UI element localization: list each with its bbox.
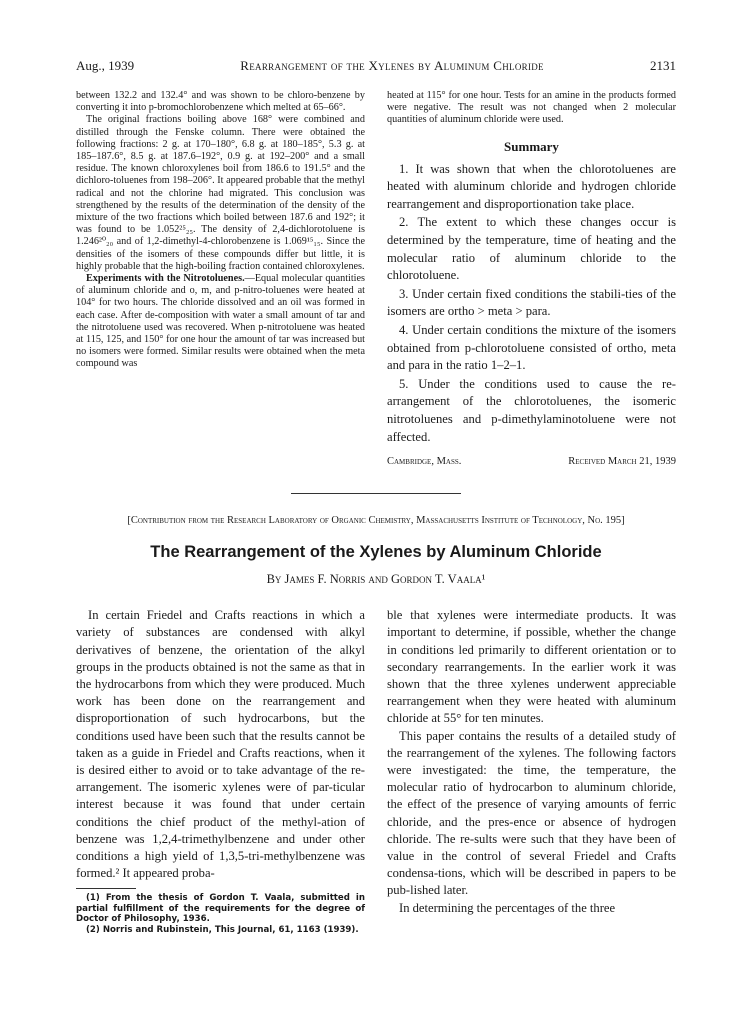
summary-item: 4. Under certain conditions the mixture of the isomers obtained from p-chlorotoluene consisted of ortho, meta and para in the ratio 1–2–1. <box>387 322 676 373</box>
paragraph: The original fractions boiling above 168° were combined and distilled through the Fenske column. There were obtained the following fractions: 2 g. at 170–180°, 6.8 g. at 180–185°, 5.3 g. at 185–187.6°, 8.5 g. at 187.6–192°, 0.9 g. at 192–200° and a small residue. The known chloroxylenes boil from 186.6 to 191.5° and the dichloro-toluenes from 198–206°. It appeared probable that the methyl radical and not the chlorine had migrated. This conclusion was strengthened by the results of the determination of the density of the mixture of the two fractions which boiled between 187.6 and 192°; it was found to be 1.052²⁵₂₅. The density of 2,4-dichlorotoluene is 1.246²⁰₂₀ and of 1,2-dimethyl-4-chlorobenzene is 1.069¹⁵₁₅. Since the densities of the isomers of these compounds differ but little, it is highly probable that the high-boiling fraction contained chloroxylenes. <box>76 114 365 272</box>
summary-list <box>387 161 676 447</box>
page-header <box>76 58 676 74</box>
paragraph: ble that xylenes were intermediate products. It was important to determine, if possible, whether the change in conditions led primarily to different orientation or to secondary rearrangements. In the earlier work it was shown that the three xylenes underwent appreciable rearrangement when they were heated with aluminum chloride at 55° for ten minutes. <box>387 608 676 726</box>
footnote: (2) Norris and Rubinstein, This Journal, 61, 1163 (1939). <box>86 924 359 935</box>
body-left-column <box>76 607 365 935</box>
paragraph <box>76 273 365 371</box>
authors: By James F. Norris and Gordon T. Vaala¹ <box>266 572 486 587</box>
received-date: Received March 21, 1939 <box>568 456 676 468</box>
paragraph: heated at 115° for one hour. Tests for an amine in the products formed were negative. The result was not changed when 2 molecular quantities of aluminum chloride were used. <box>387 90 676 126</box>
paragraph: This paper contains the results of a detailed study of the rearrangement of the xylenes. The following factors were investigated: the time, the temperature, the molecular ratio of hydrocarbon to aluminum chloride, the effect of the presence of varying amounts of ferric chloride, and the pres-ence or absence of hydrogen chloride. The re-sults were such that they have been of value in the control of several Friedel and Crafts condensa-tions, which will be described in papers to be pub-lished later. <box>387 728 676 898</box>
top-left-column <box>76 90 365 467</box>
footnotes <box>76 893 365 935</box>
page-number: 2131 <box>649 58 676 73</box>
section-heading: Experiments with the Nitrotoluenes. <box>86 273 245 285</box>
footnote-divider <box>76 888 136 889</box>
summary-item: 3. Under certain fixed conditions the stabili-ties of the isomers are ortho > meta > para. <box>387 286 676 319</box>
signature-line <box>387 456 676 467</box>
contribution-note: [Contribution from the Research Laboratory of Organic Chemistry, Massachusetts Institute of Technology, No. 195] <box>127 515 625 527</box>
location: Cambridge, Mass. <box>387 456 462 468</box>
summary-item: 2. The extent to which these changes occur is determined by the temperature, time of heating and the molecular ratio of aluminum chloride to the chlorotoluene. <box>387 215 676 283</box>
summary-item: 1. It was shown that when the chlorotoluenes are heated with aluminum chloride and hydrogen chloride rearrangement and disproportionation take place. <box>387 161 676 211</box>
summary-heading: Summary <box>504 138 559 154</box>
journal-page <box>76 58 676 935</box>
top-columns <box>76 90 676 467</box>
paragraph-text: —Equal molecular quantities of aluminum chloride and o, m, and p-nitro-toluenes were heated at 104° for two hours. The chloride dissolved and an oil was formed in each case. After de-composition with water a small amount of tar and the nitrotoluene used was recovered. When p-nitrotoluene was heated at 115, 125, and 150° for one hour the amount of tar was increased but no isomers were formed. Similar results were obtained when the meta compound was <box>76 273 365 370</box>
article-body <box>76 607 676 935</box>
footnote: (1) From the thesis of Gordon T. Vaala, submitted in partial fulfillment of the requirements for the degree of Doctor of Philosophy, 1936. <box>76 893 365 925</box>
issue-date: Aug., 1939 <box>76 58 135 73</box>
summary-item: 5. Under the conditions used to cause the re-arrangement of the chlorotoluenes, the isomeric nitrotoluenes and p-dimethylaminotoluene were not affected. <box>387 376 676 444</box>
top-right-column <box>387 90 676 467</box>
running-title: Rearrangement of the Xylenes by Aluminum Chloride <box>240 58 544 73</box>
paragraph: In determining the percentages of the three <box>399 900 616 915</box>
paragraph: between 132.2 and 132.4° and was shown to be chloro-benzene by converting it into p-bromochlorobenzene which melted at 65–66°. <box>76 90 365 114</box>
section-divider <box>291 493 461 494</box>
article-title: The Rearrangement of the Xylenes by Aluminum Chloride <box>150 543 602 562</box>
body-right-column <box>387 607 676 935</box>
paragraph: In certain Friedel and Crafts reactions in which a variety of substances are condensed with alkyl derivatives of benzene, the orientation of the alkyl groups in the products obtained is not the same as that in the hydrocarbons from which they were produced. Much work has been done on the rearrangement and disproportionation of such hydrocarbons, but the conditions used have been such that the results cannot be taken as a guide in Friedel and Crafts reactions, when it is desired either to avoid or to take advantage of the re-arrangement. The isomeric xylenes were of par-ticular interest because it was found that under certain conditions the chief product of the methyl-ation of benzene was 1,2,4-trimethylbenzene and under other conditions a high yield of 1,3,5-tri-methylbenzene was formed.² It appeared proba- <box>76 608 365 881</box>
